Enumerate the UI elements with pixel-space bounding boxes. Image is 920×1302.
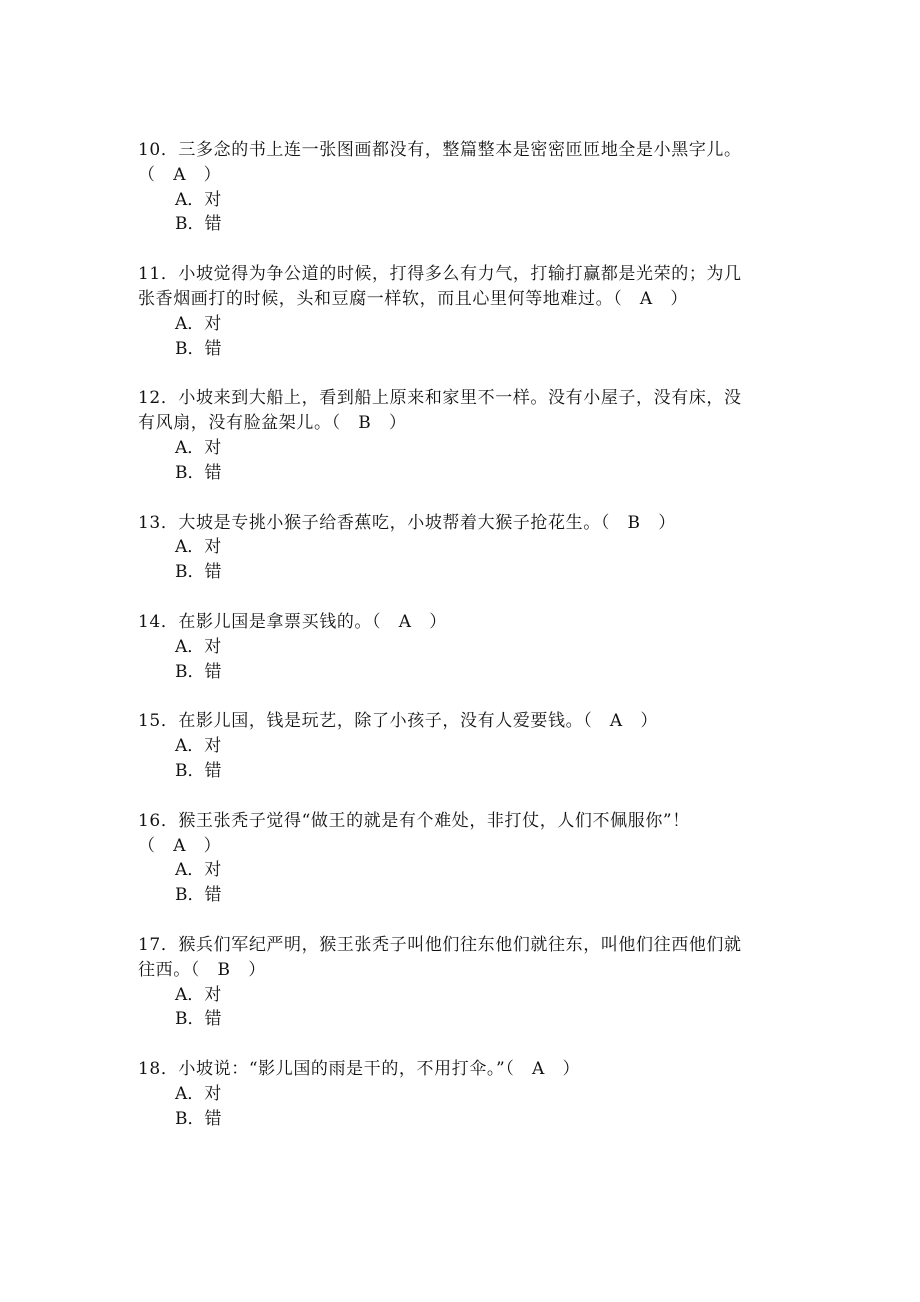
question-text-line: （ A ）	[138, 164, 222, 185]
question-text-line: 13．大坡是专挑小猴子给香蕉吃，小坡帮着大猴子抢花生。（ B ）	[138, 512, 676, 533]
question-18	[138, 1057, 778, 1131]
question-16	[138, 809, 778, 908]
option-b: B．错	[175, 338, 222, 359]
question-list	[138, 138, 778, 1157]
question-text-line: 11．小坡觉得为争公道的时候，打得多么有力气，打输打赢都是光荣的；为几	[138, 264, 742, 285]
question-text-line: （ A ）	[138, 835, 222, 856]
question-text-line: 18．小坡说：“影儿国的雨是干的，不用打伞。”（ A ）	[138, 1059, 581, 1080]
option-b: B．错	[175, 462, 222, 483]
question-12	[138, 386, 778, 485]
option-a: A．对	[175, 736, 222, 757]
question-10	[138, 138, 778, 237]
option-a: A．对	[175, 189, 222, 210]
option-a: A．对	[175, 860, 222, 881]
question-text-line: 有风扇，没有脸盆架儿。（ B ）	[138, 413, 407, 434]
question-text-line: 15．在影儿国，钱是玩艺，除了小孩子，没有人爱要钱。（ A ）	[138, 711, 659, 732]
option-a: A．对	[175, 437, 222, 458]
question-text-line: 张香烟画打的时候，头和豆腐一样软，而且心里何等地难过。（ A ）	[138, 288, 688, 309]
option-b: B．错	[175, 1108, 222, 1129]
option-b: B．错	[175, 1009, 222, 1030]
question-text-line: 12．小坡来到大船上，看到船上原来和家里不一样。没有小屋子，没有床，没	[138, 388, 742, 409]
question-17	[138, 933, 778, 1032]
option-b: B．错	[175, 661, 222, 682]
option-a: A．对	[175, 313, 222, 334]
option-a: A．对	[175, 537, 222, 558]
question-13	[138, 511, 778, 585]
question-14	[138, 610, 778, 684]
option-b: B．错	[175, 214, 222, 235]
option-a: A．对	[175, 1083, 222, 1104]
option-b: B．错	[175, 760, 222, 781]
question-text-line: 10．三多念的书上连一张图画都没有，整篇整本是密密匝匝地全是小黑字儿。	[138, 140, 742, 160]
question-11	[138, 262, 778, 361]
option-a: A．对	[175, 636, 222, 657]
option-a: A．对	[175, 984, 222, 1005]
option-b: B．错	[175, 562, 222, 583]
question-15	[138, 709, 778, 783]
question-text-line: 16．猴王张秃子觉得“做王的就是有个难处，非打仗，人们不佩服你”！	[138, 810, 690, 831]
question-text-line: 14．在影儿国是拿票买钱的。（ A ）	[138, 611, 447, 632]
option-b: B．错	[175, 885, 222, 906]
question-text-line: 17．猴兵们军纪严明，猴王张秃子叫他们往东他们就往东，叫他们往西他们就	[138, 934, 742, 955]
question-text-line: 往西。（ B ）	[138, 959, 266, 980]
